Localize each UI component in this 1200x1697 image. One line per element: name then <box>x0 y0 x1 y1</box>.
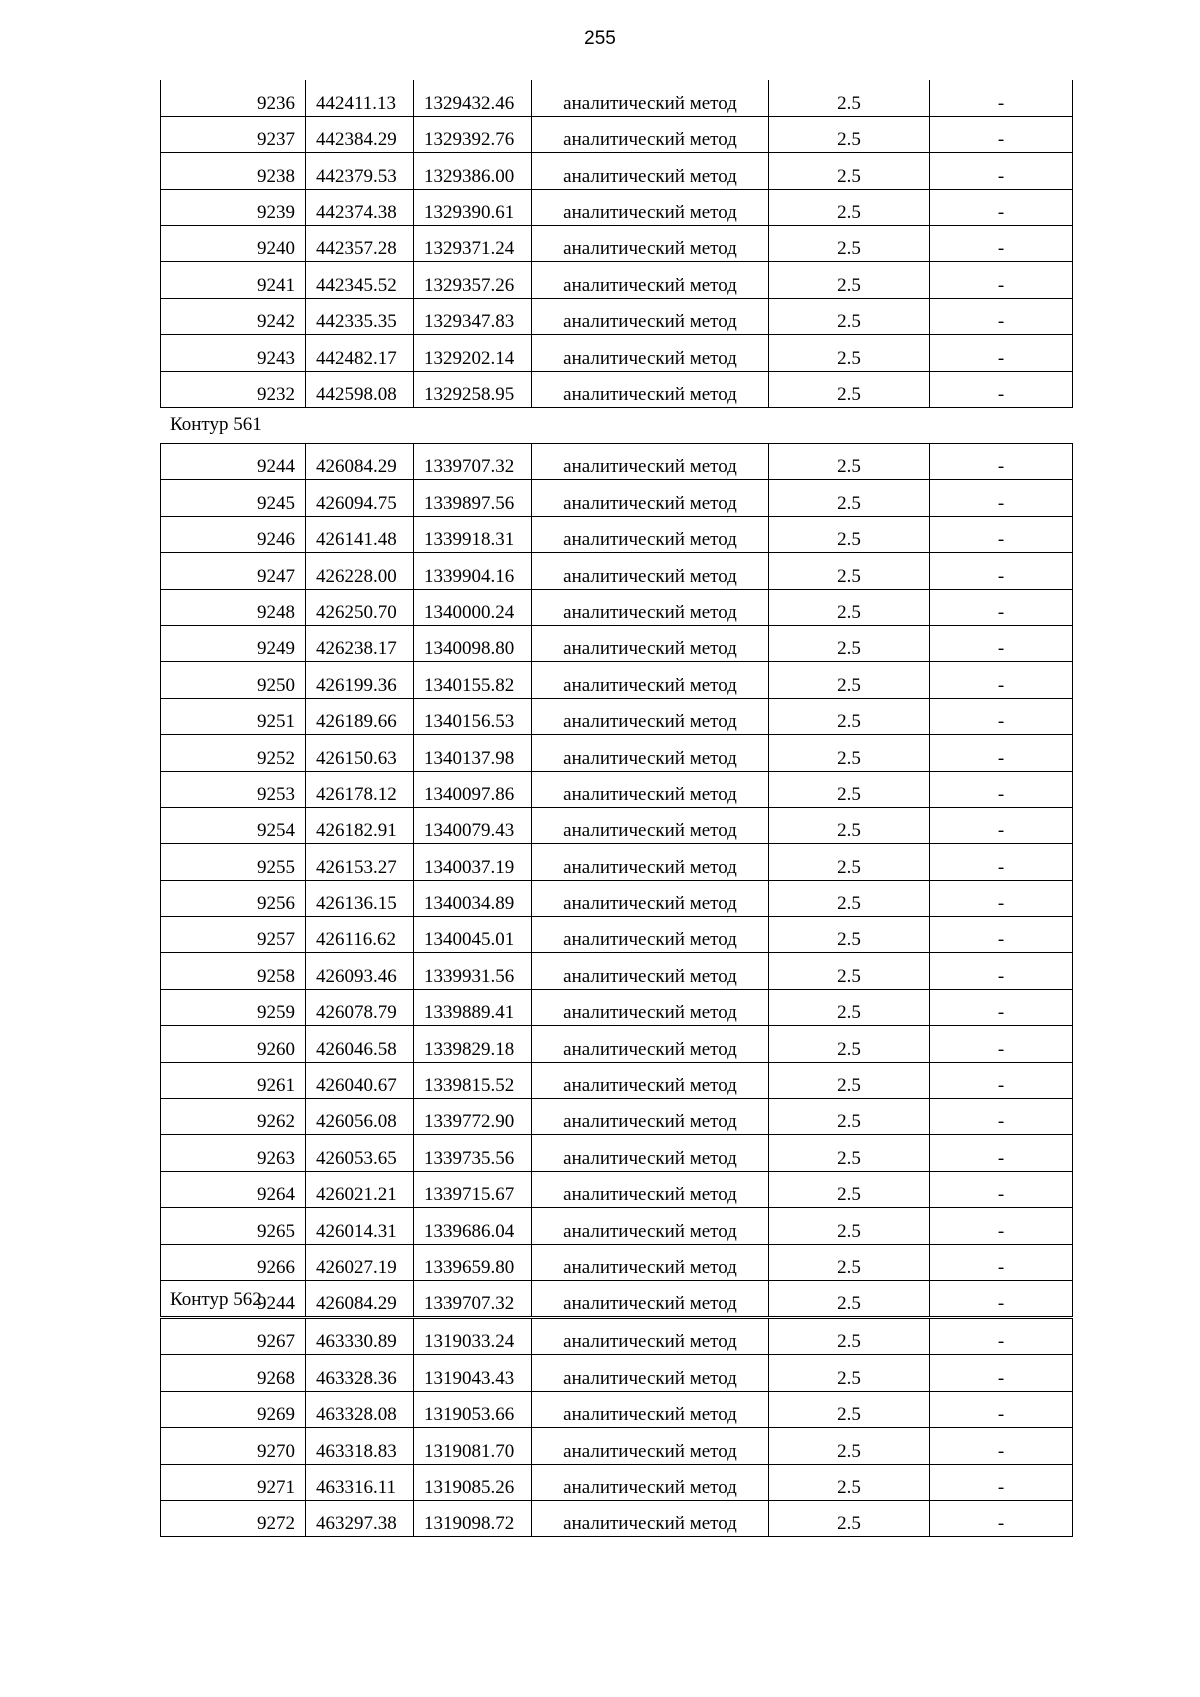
y-coordinate-cell: 1339904.16 <box>414 553 532 589</box>
accuracy-cell: 2.5 <box>769 1319 930 1355</box>
method-cell: аналитический метод <box>532 80 769 116</box>
x-coordinate-cell: 426084.29 <box>306 1280 414 1316</box>
point-number-cell: 9236 <box>161 80 306 116</box>
y-coordinate-cell: 1329258.95 <box>414 371 532 407</box>
table-row <box>161 589 1073 625</box>
table-row <box>161 1208 1073 1244</box>
y-coordinate-cell: 1339707.32 <box>414 444 532 480</box>
method-cell: аналитический метод <box>532 444 769 480</box>
point-number-cell: 9253 <box>161 771 306 807</box>
y-coordinate-cell: 1339829.18 <box>414 1026 532 1062</box>
accuracy-cell: 2.5 <box>769 153 930 189</box>
table-row <box>161 189 1073 225</box>
accuracy-cell: 2.5 <box>769 989 930 1025</box>
accuracy-cell: 2.5 <box>769 371 930 407</box>
y-coordinate-cell: 1329371.24 <box>414 226 532 262</box>
point-number-cell: 9261 <box>161 1062 306 1098</box>
point-number-cell: 9256 <box>161 880 306 916</box>
method-cell: аналитический метод <box>532 1244 769 1280</box>
point-number-cell: 9232 <box>161 371 306 407</box>
description-cell: - <box>930 116 1073 152</box>
point-number-cell: 9242 <box>161 298 306 334</box>
accuracy-cell: 2.5 <box>769 1428 930 1464</box>
x-coordinate-cell: 426189.66 <box>306 698 414 734</box>
method-cell: аналитический метод <box>532 625 769 661</box>
y-coordinate-cell: 1329432.46 <box>414 80 532 116</box>
x-coordinate-cell: 442357.28 <box>306 226 414 262</box>
x-coordinate-cell: 426250.70 <box>306 589 414 625</box>
method-cell: аналитический метод <box>532 480 769 516</box>
accuracy-cell: 2.5 <box>769 807 930 843</box>
method-cell: аналитический метод <box>532 226 769 262</box>
x-coordinate-cell: 463318.83 <box>306 1428 414 1464</box>
table-row <box>161 1428 1073 1464</box>
accuracy-cell: 2.5 <box>769 262 930 298</box>
table-row <box>161 1026 1073 1062</box>
accuracy-cell: 2.5 <box>769 735 930 771</box>
y-coordinate-cell: 1339707.32 <box>414 1280 532 1316</box>
y-coordinate-cell: 1340098.80 <box>414 625 532 661</box>
x-coordinate-cell: 426199.36 <box>306 662 414 698</box>
description-cell: - <box>930 1244 1073 1280</box>
y-coordinate-cell: 1319033.24 <box>414 1319 532 1355</box>
y-coordinate-cell: 1340155.82 <box>414 662 532 698</box>
method-cell: аналитический метод <box>532 1391 769 1427</box>
point-number-cell: 9244 <box>161 444 306 480</box>
table-section-contour-562 <box>160 1281 1073 1537</box>
x-coordinate-cell: 463330.89 <box>306 1319 414 1355</box>
x-coordinate-cell: 442482.17 <box>306 335 414 371</box>
y-coordinate-cell: 1339735.56 <box>414 1135 532 1171</box>
table-row <box>161 662 1073 698</box>
accuracy-cell: 2.5 <box>769 1280 930 1316</box>
coordinates-table <box>160 80 1073 408</box>
x-coordinate-cell: 426046.58 <box>306 1026 414 1062</box>
table-row <box>161 625 1073 661</box>
y-coordinate-cell: 1339659.80 <box>414 1244 532 1280</box>
table-row <box>161 917 1073 953</box>
y-coordinate-cell: 1339815.52 <box>414 1062 532 1098</box>
table-row <box>161 698 1073 734</box>
x-coordinate-cell: 426153.27 <box>306 844 414 880</box>
accuracy-cell: 2.5 <box>769 553 930 589</box>
accuracy-cell: 2.5 <box>769 1355 930 1391</box>
method-cell: аналитический метод <box>532 1026 769 1062</box>
accuracy-cell: 2.5 <box>769 1171 930 1207</box>
point-number-cell: 9270 <box>161 1428 306 1464</box>
accuracy-cell: 2.5 <box>769 880 930 916</box>
method-cell: аналитический метод <box>532 189 769 225</box>
y-coordinate-cell: 1339715.67 <box>414 1171 532 1207</box>
y-coordinate-cell: 1329390.61 <box>414 189 532 225</box>
point-number-cell: 9240 <box>161 226 306 262</box>
method-cell: аналитический метод <box>532 1062 769 1098</box>
y-coordinate-cell: 1319098.72 <box>414 1500 532 1536</box>
accuracy-cell: 2.5 <box>769 1135 930 1171</box>
x-coordinate-cell: 426150.63 <box>306 735 414 771</box>
accuracy-cell: 2.5 <box>769 698 930 734</box>
method-cell: аналитический метод <box>532 1099 769 1135</box>
method-cell: аналитический метод <box>532 1208 769 1244</box>
x-coordinate-cell: 426027.19 <box>306 1244 414 1280</box>
method-cell: аналитический метод <box>532 880 769 916</box>
accuracy-cell: 2.5 <box>769 1062 930 1098</box>
accuracy-cell: 2.5 <box>769 516 930 552</box>
description-cell: - <box>930 189 1073 225</box>
x-coordinate-cell: 426056.08 <box>306 1099 414 1135</box>
y-coordinate-cell: 1339918.31 <box>414 516 532 552</box>
method-cell: аналитический метод <box>532 1135 769 1171</box>
point-number-cell: 9241 <box>161 262 306 298</box>
x-coordinate-cell: 442384.29 <box>306 116 414 152</box>
point-number-cell: 9243 <box>161 335 306 371</box>
point-number-cell: 9254 <box>161 807 306 843</box>
table-row <box>161 1171 1073 1207</box>
description-cell: - <box>930 1500 1073 1536</box>
y-coordinate-cell: 1329202.14 <box>414 335 532 371</box>
y-coordinate-cell: 1340079.43 <box>414 807 532 843</box>
y-coordinate-cell: 1319081.70 <box>414 1428 532 1464</box>
point-number-cell: 9237 <box>161 116 306 152</box>
table-row <box>161 371 1073 407</box>
method-cell: аналитический метод <box>532 1280 769 1316</box>
description-cell: - <box>930 989 1073 1025</box>
description-cell: - <box>930 1280 1073 1316</box>
method-cell: аналитический метод <box>532 153 769 189</box>
table-row <box>161 444 1073 480</box>
method-cell: аналитический метод <box>532 553 769 589</box>
method-cell: аналитический метод <box>532 516 769 552</box>
x-coordinate-cell: 426178.12 <box>306 771 414 807</box>
description-cell: - <box>930 662 1073 698</box>
description-cell: - <box>930 516 1073 552</box>
description-cell: - <box>930 1135 1073 1171</box>
point-number-cell: 9272 <box>161 1500 306 1536</box>
x-coordinate-cell: 426021.21 <box>306 1171 414 1207</box>
table-row <box>161 116 1073 152</box>
table-row <box>161 335 1073 371</box>
y-coordinate-cell: 1340034.89 <box>414 880 532 916</box>
description-cell: - <box>930 1026 1073 1062</box>
table-row <box>161 553 1073 589</box>
description-cell: - <box>930 625 1073 661</box>
x-coordinate-cell: 442374.38 <box>306 189 414 225</box>
table-body <box>161 1319 1073 1537</box>
method-cell: аналитический метод <box>532 1464 769 1500</box>
accuracy-cell: 2.5 <box>769 226 930 262</box>
description-cell: - <box>930 553 1073 589</box>
x-coordinate-cell: 426238.17 <box>306 625 414 661</box>
description-cell: - <box>930 1355 1073 1391</box>
contour-label: Контур 562 <box>170 1289 262 1310</box>
x-coordinate-cell: 426136.15 <box>306 880 414 916</box>
table-row <box>161 262 1073 298</box>
accuracy-cell: 2.5 <box>769 189 930 225</box>
description-cell: - <box>930 1428 1073 1464</box>
accuracy-cell: 2.5 <box>769 1026 930 1062</box>
table-row <box>161 880 1073 916</box>
table-row <box>161 226 1073 262</box>
method-cell: аналитический метод <box>532 917 769 953</box>
point-number-cell: 9267 <box>161 1319 306 1355</box>
table-row <box>161 298 1073 334</box>
accuracy-cell: 2.5 <box>769 771 930 807</box>
point-number-cell: 9266 <box>161 1244 306 1280</box>
description-cell: - <box>930 1208 1073 1244</box>
description-cell: - <box>930 1464 1073 1500</box>
table-row <box>161 480 1073 516</box>
accuracy-cell: 2.5 <box>769 662 930 698</box>
x-coordinate-cell: 426078.79 <box>306 989 414 1025</box>
x-coordinate-cell: 426014.31 <box>306 1208 414 1244</box>
method-cell: аналитический метод <box>532 953 769 989</box>
table-row <box>161 844 1073 880</box>
point-number-cell: 9268 <box>161 1355 306 1391</box>
accuracy-cell: 2.5 <box>769 953 930 989</box>
point-number-cell: 9260 <box>161 1026 306 1062</box>
description-cell: - <box>930 444 1073 480</box>
point-number-cell: 9250 <box>161 662 306 698</box>
description-cell: - <box>930 298 1073 334</box>
description-cell: - <box>930 1099 1073 1135</box>
accuracy-cell: 2.5 <box>769 335 930 371</box>
table-section-continued <box>160 80 1073 408</box>
description-cell: - <box>930 335 1073 371</box>
method-cell: аналитический метод <box>532 735 769 771</box>
accuracy-cell: 2.5 <box>769 1208 930 1244</box>
y-coordinate-cell: 1340037.19 <box>414 844 532 880</box>
table-row <box>161 989 1073 1025</box>
method-cell: аналитический метод <box>532 1428 769 1464</box>
description-cell: - <box>930 371 1073 407</box>
point-number-cell: 9263 <box>161 1135 306 1171</box>
x-coordinate-cell: 442598.08 <box>306 371 414 407</box>
x-coordinate-cell: 426094.75 <box>306 480 414 516</box>
table-row <box>161 1391 1073 1427</box>
x-coordinate-cell: 426084.29 <box>306 444 414 480</box>
x-coordinate-cell: 442411.13 <box>306 80 414 116</box>
table-row <box>161 1135 1073 1171</box>
point-number-cell: 9249 <box>161 625 306 661</box>
description-cell: - <box>930 262 1073 298</box>
table-row <box>161 953 1073 989</box>
accuracy-cell: 2.5 <box>769 1391 930 1427</box>
table-body <box>161 444 1073 1317</box>
description-cell: - <box>930 844 1073 880</box>
method-cell: аналитический метод <box>532 262 769 298</box>
table-row <box>161 1500 1073 1536</box>
x-coordinate-cell: 463316.11 <box>306 1464 414 1500</box>
method-cell: аналитический метод <box>532 662 769 698</box>
method-cell: аналитический метод <box>532 298 769 334</box>
table-row <box>161 1099 1073 1135</box>
point-number-cell: 9251 <box>161 698 306 734</box>
x-coordinate-cell: 426040.67 <box>306 1062 414 1098</box>
method-cell: аналитический метод <box>532 771 769 807</box>
y-coordinate-cell: 1339931.56 <box>414 953 532 989</box>
accuracy-cell: 2.5 <box>769 116 930 152</box>
method-cell: аналитический метод <box>532 1500 769 1536</box>
point-number-cell: 9262 <box>161 1099 306 1135</box>
table-row <box>161 735 1073 771</box>
description-cell: - <box>930 1319 1073 1355</box>
description-cell: - <box>930 735 1073 771</box>
point-number-cell: 9264 <box>161 1171 306 1207</box>
point-number-cell: 9238 <box>161 153 306 189</box>
y-coordinate-cell: 1329386.00 <box>414 153 532 189</box>
accuracy-cell: 2.5 <box>769 1464 930 1500</box>
point-number-cell: 9246 <box>161 516 306 552</box>
table-row <box>161 1319 1073 1355</box>
table-row <box>161 80 1073 116</box>
method-cell: аналитический метод <box>532 844 769 880</box>
table-row <box>161 516 1073 552</box>
y-coordinate-cell: 1340045.01 <box>414 917 532 953</box>
point-number-cell: 9259 <box>161 989 306 1025</box>
y-coordinate-cell: 1329392.76 <box>414 116 532 152</box>
page-number: 255 <box>584 28 616 49</box>
table-section-contour-561 <box>160 406 1073 1317</box>
description-cell: - <box>930 917 1073 953</box>
point-number-cell: 9252 <box>161 735 306 771</box>
point-number-cell: 9239 <box>161 189 306 225</box>
y-coordinate-cell: 1339897.56 <box>414 480 532 516</box>
method-cell: аналитический метод <box>532 371 769 407</box>
accuracy-cell: 2.5 <box>769 589 930 625</box>
accuracy-cell: 2.5 <box>769 298 930 334</box>
description-cell: - <box>930 480 1073 516</box>
x-coordinate-cell: 426182.91 <box>306 807 414 843</box>
point-number-cell: 9255 <box>161 844 306 880</box>
x-coordinate-cell: 426141.48 <box>306 516 414 552</box>
accuracy-cell: 2.5 <box>769 480 930 516</box>
x-coordinate-cell: 442345.52 <box>306 262 414 298</box>
x-coordinate-cell: 426116.62 <box>306 917 414 953</box>
y-coordinate-cell: 1339686.04 <box>414 1208 532 1244</box>
point-number-cell: 9245 <box>161 480 306 516</box>
description-cell: - <box>930 807 1073 843</box>
y-coordinate-cell: 1329357.26 <box>414 262 532 298</box>
coordinates-table <box>160 443 1073 1317</box>
contour-label: Контур 561 <box>170 414 262 435</box>
x-coordinate-cell: 426093.46 <box>306 953 414 989</box>
accuracy-cell: 2.5 <box>769 1244 930 1280</box>
description-cell: - <box>930 1171 1073 1207</box>
accuracy-cell: 2.5 <box>769 1099 930 1135</box>
point-number-cell: 9247 <box>161 553 306 589</box>
description-cell: - <box>930 880 1073 916</box>
method-cell: аналитический метод <box>532 1355 769 1391</box>
method-cell: аналитический метод <box>532 589 769 625</box>
method-cell: аналитический метод <box>532 335 769 371</box>
table-row <box>161 1355 1073 1391</box>
point-number-cell: 9257 <box>161 917 306 953</box>
point-number-cell: 9258 <box>161 953 306 989</box>
y-coordinate-cell: 1319085.26 <box>414 1464 532 1500</box>
x-coordinate-cell: 426053.65 <box>306 1135 414 1171</box>
method-cell: аналитический метод <box>532 698 769 734</box>
method-cell: аналитический метод <box>532 1319 769 1355</box>
method-cell: аналитический метод <box>532 1171 769 1207</box>
x-coordinate-cell: 442335.35 <box>306 298 414 334</box>
point-number-cell: 9265 <box>161 1208 306 1244</box>
description-cell: - <box>930 953 1073 989</box>
coordinates-table <box>160 1318 1073 1537</box>
y-coordinate-cell: 1340137.98 <box>414 735 532 771</box>
accuracy-cell: 2.5 <box>769 80 930 116</box>
description-cell: - <box>930 153 1073 189</box>
table-row <box>161 1464 1073 1500</box>
x-coordinate-cell: 426228.00 <box>306 553 414 589</box>
description-cell: - <box>930 771 1073 807</box>
table-row <box>161 153 1073 189</box>
table-body <box>161 80 1073 408</box>
method-cell: аналитический метод <box>532 807 769 843</box>
point-number-cell: 9271 <box>161 1464 306 1500</box>
method-cell: аналитический метод <box>532 989 769 1025</box>
x-coordinate-cell: 463297.38 <box>306 1500 414 1536</box>
y-coordinate-cell: 1339772.90 <box>414 1099 532 1135</box>
y-coordinate-cell: 1339889.41 <box>414 989 532 1025</box>
y-coordinate-cell: 1329347.83 <box>414 298 532 334</box>
table-row <box>161 807 1073 843</box>
x-coordinate-cell: 463328.36 <box>306 1355 414 1391</box>
accuracy-cell: 2.5 <box>769 917 930 953</box>
table-row <box>161 1062 1073 1098</box>
x-coordinate-cell: 442379.53 <box>306 153 414 189</box>
x-coordinate-cell: 463328.08 <box>306 1391 414 1427</box>
accuracy-cell: 2.5 <box>769 444 930 480</box>
accuracy-cell: 2.5 <box>769 625 930 661</box>
y-coordinate-cell: 1340097.86 <box>414 771 532 807</box>
point-number-cell: 9244 <box>161 1280 306 1316</box>
accuracy-cell: 2.5 <box>769 1500 930 1536</box>
description-cell: - <box>930 589 1073 625</box>
point-number-cell: 9248 <box>161 589 306 625</box>
description-cell: - <box>930 226 1073 262</box>
y-coordinate-cell: 1319053.66 <box>414 1391 532 1427</box>
y-coordinate-cell: 1340000.24 <box>414 589 532 625</box>
accuracy-cell: 2.5 <box>769 844 930 880</box>
point-number-cell: 9269 <box>161 1391 306 1427</box>
y-coordinate-cell: 1319043.43 <box>414 1355 532 1391</box>
table-row <box>161 771 1073 807</box>
description-cell: - <box>930 1391 1073 1427</box>
method-cell: аналитический метод <box>532 116 769 152</box>
description-cell: - <box>930 80 1073 116</box>
description-cell: - <box>930 1062 1073 1098</box>
description-cell: - <box>930 698 1073 734</box>
y-coordinate-cell: 1340156.53 <box>414 698 532 734</box>
table-row <box>161 1244 1073 1280</box>
